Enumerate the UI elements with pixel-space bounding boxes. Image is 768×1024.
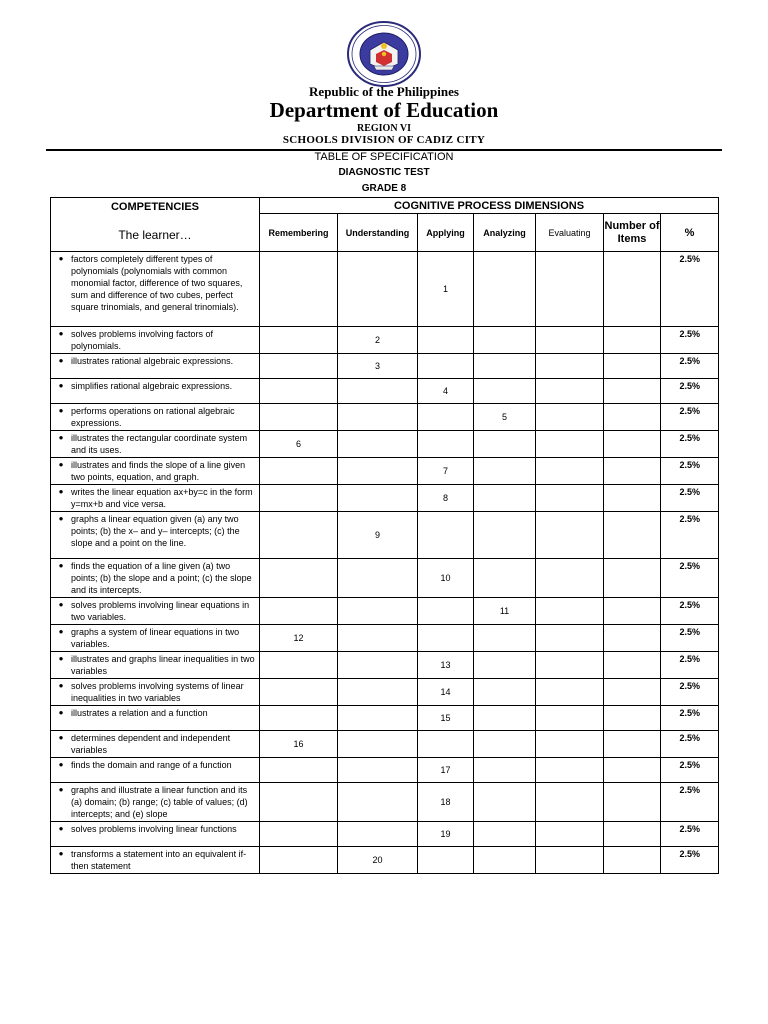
document-title: TABLE OF SPECIFICATION xyxy=(314,151,454,163)
competency-cell xyxy=(51,379,260,404)
cell-applying xyxy=(418,598,474,625)
cell-percent: 2.5% xyxy=(661,847,719,874)
competency-cell xyxy=(51,598,260,625)
cell-remembering: 16 xyxy=(260,731,338,758)
cell-evaluating xyxy=(536,598,604,625)
cell-applying: 7 xyxy=(418,458,474,485)
cell-items xyxy=(604,706,661,731)
cell-percent: 2.5% xyxy=(661,327,719,354)
bullet-icon: ● xyxy=(58,760,64,769)
competency-cell xyxy=(51,327,260,354)
cell-understanding xyxy=(338,485,418,512)
competency-cell xyxy=(51,485,260,512)
competency-text: illustrates the rectangular coordinate system and its uses. xyxy=(71,433,248,455)
cell-analyzing xyxy=(474,327,536,354)
cell-items xyxy=(604,327,661,354)
cell-analyzing xyxy=(474,431,536,458)
table-row xyxy=(51,847,719,874)
competency-text: writes the linear equation ax+by=c in the form y=mx+b and vice versa. xyxy=(71,487,253,509)
bullet-icon: ● xyxy=(58,824,64,833)
division-heading: SCHOOLS DIVISION OF CADIZ CITY xyxy=(282,134,486,146)
cell-applying xyxy=(418,354,474,379)
cell-percent: 2.5% xyxy=(661,758,719,783)
col-applying: Applying xyxy=(418,214,474,252)
cell-analyzing xyxy=(474,783,536,822)
cell-items xyxy=(604,559,661,598)
cell-percent: 2.5% xyxy=(661,485,719,512)
competency-cell xyxy=(51,625,260,652)
cell-items xyxy=(604,598,661,625)
cell-understanding xyxy=(338,652,418,679)
table-row xyxy=(51,252,719,327)
cell-items xyxy=(604,431,661,458)
cell-items xyxy=(604,758,661,783)
cell-understanding xyxy=(338,783,418,822)
cell-items xyxy=(604,379,661,404)
cell-understanding xyxy=(338,559,418,598)
cell-items xyxy=(604,404,661,431)
cell-items xyxy=(604,458,661,485)
cell-evaluating xyxy=(536,458,604,485)
cell-applying xyxy=(418,512,474,559)
cell-remembering xyxy=(260,379,338,404)
cell-remembering xyxy=(260,404,338,431)
cell-remembering: 6 xyxy=(260,431,338,458)
bullet-icon: ● xyxy=(58,329,64,338)
competency-text: simplifies rational algebraic expressions. xyxy=(71,381,233,391)
cell-remembering xyxy=(260,706,338,731)
bullet-icon: ● xyxy=(58,487,64,496)
cell-items xyxy=(604,252,661,327)
cell-remembering xyxy=(260,783,338,822)
table-row xyxy=(51,379,719,404)
cell-analyzing: 11 xyxy=(474,598,536,625)
cell-percent: 2.5% xyxy=(661,354,719,379)
cell-applying xyxy=(418,404,474,431)
cell-remembering xyxy=(260,679,338,706)
cell-analyzing: 5 xyxy=(474,404,536,431)
cell-percent: 2.5% xyxy=(661,559,719,598)
cell-understanding xyxy=(338,706,418,731)
cell-remembering xyxy=(260,847,338,874)
competencies-title: COMPETENCIES xyxy=(110,201,199,213)
col-evaluating: Evaluating xyxy=(536,214,604,252)
cell-understanding xyxy=(338,625,418,652)
competency-text: graphs a system of linear equations in two variables. xyxy=(71,627,240,649)
competency-cell xyxy=(51,404,260,431)
cell-items xyxy=(604,652,661,679)
cell-applying xyxy=(418,731,474,758)
cell-understanding xyxy=(338,379,418,404)
cell-analyzing xyxy=(474,625,536,652)
bullet-icon: ● xyxy=(58,733,64,742)
cell-evaluating xyxy=(536,847,604,874)
competency-cell xyxy=(51,706,260,731)
competencies-header xyxy=(51,198,260,252)
grade-level: GRADE 8 xyxy=(361,183,407,194)
table-row xyxy=(51,431,719,458)
cell-analyzing xyxy=(474,652,536,679)
cell-remembering xyxy=(260,758,338,783)
competency-cell xyxy=(51,847,260,874)
cell-analyzing xyxy=(474,731,536,758)
cell-evaluating xyxy=(536,731,604,758)
cell-remembering: 12 xyxy=(260,625,338,652)
cell-evaluating xyxy=(536,404,604,431)
cell-applying: 15 xyxy=(418,706,474,731)
table-row xyxy=(51,652,719,679)
bullet-icon: ● xyxy=(58,460,64,469)
table-row xyxy=(51,404,719,431)
cell-analyzing xyxy=(474,512,536,559)
cell-analyzing xyxy=(474,485,536,512)
cell-items xyxy=(604,731,661,758)
cell-understanding xyxy=(338,758,418,783)
table-row xyxy=(51,458,719,485)
cell-understanding: 20 xyxy=(338,847,418,874)
competency-text: illustrates rational algebraic expressions. xyxy=(71,356,234,366)
cell-applying: 18 xyxy=(418,783,474,822)
table-row xyxy=(51,559,719,598)
competency-text: illustrates and graphs linear inequalities in two variables xyxy=(71,654,255,676)
cell-remembering xyxy=(260,327,338,354)
bullet-icon: ● xyxy=(58,381,64,390)
cell-evaluating xyxy=(536,625,604,652)
competency-cell xyxy=(51,758,260,783)
cell-evaluating xyxy=(536,822,604,847)
competency-cell xyxy=(51,458,260,485)
cell-evaluating xyxy=(536,706,604,731)
table-row xyxy=(51,822,719,847)
cell-evaluating xyxy=(536,512,604,559)
bullet-icon: ● xyxy=(58,406,64,415)
competency-text: determines dependent and independent variables xyxy=(71,733,231,755)
cell-analyzing xyxy=(474,847,536,874)
cell-analyzing xyxy=(474,822,536,847)
cell-items xyxy=(604,354,661,379)
cell-evaluating xyxy=(536,379,604,404)
cell-applying xyxy=(418,625,474,652)
cell-remembering xyxy=(260,652,338,679)
deped-seal-icon xyxy=(346,20,422,88)
bullet-icon: ● xyxy=(58,356,64,365)
competency-text: performs operations on rational algebraic expressions. xyxy=(71,406,235,428)
bullet-icon: ● xyxy=(58,654,64,663)
cell-percent: 2.5% xyxy=(661,625,719,652)
col-percent: % xyxy=(661,214,719,252)
cell-evaluating xyxy=(536,652,604,679)
cell-analyzing xyxy=(474,379,536,404)
cell-understanding: 3 xyxy=(338,354,418,379)
table-row xyxy=(51,327,719,354)
cell-understanding: 2 xyxy=(338,327,418,354)
bullet-icon: ● xyxy=(58,600,64,609)
test-name: DIAGNOSTIC TEST xyxy=(338,167,430,178)
competency-text: graphs and illustrate a linear function and its (a) domain; (b) range; (c) table of values; (d) intercepts; and (e) slope xyxy=(71,785,248,819)
bullet-icon: ● xyxy=(58,849,64,858)
cell-evaluating xyxy=(536,783,604,822)
cell-percent: 2.5% xyxy=(661,783,719,822)
cell-remembering xyxy=(260,252,338,327)
cell-percent: 2.5% xyxy=(661,252,719,327)
cell-understanding: 9 xyxy=(338,512,418,559)
cell-understanding xyxy=(338,252,418,327)
republic-heading: Republic of the Philippines xyxy=(309,84,459,99)
cell-analyzing xyxy=(474,458,536,485)
col-number-of-items: Number of Items xyxy=(604,214,661,252)
competency-cell xyxy=(51,652,260,679)
col-understanding: Understanding xyxy=(338,214,418,252)
cell-applying: 17 xyxy=(418,758,474,783)
cell-applying: 19 xyxy=(418,822,474,847)
department-heading: Department of Education xyxy=(269,98,499,122)
cell-understanding xyxy=(338,404,418,431)
competency-cell xyxy=(51,252,260,327)
cell-understanding xyxy=(338,598,418,625)
competency-cell xyxy=(51,512,260,559)
cell-remembering xyxy=(260,458,338,485)
cell-applying: 4 xyxy=(418,379,474,404)
cell-understanding xyxy=(338,679,418,706)
competency-text: transforms a statement into an equivalent if-then statement xyxy=(71,849,247,871)
cell-items xyxy=(604,783,661,822)
cell-items xyxy=(604,625,661,652)
cell-understanding xyxy=(338,458,418,485)
cell-percent: 2.5% xyxy=(661,404,719,431)
bullet-icon: ● xyxy=(58,433,64,442)
cell-evaluating xyxy=(536,431,604,458)
cell-evaluating xyxy=(536,252,604,327)
competency-cell xyxy=(51,731,260,758)
cell-percent: 2.5% xyxy=(661,679,719,706)
competency-text: solves problems involving systems of linear inequalities in two variables xyxy=(71,681,244,703)
competency-cell xyxy=(51,354,260,379)
competency-text: illustrates a relation and a function xyxy=(71,708,208,718)
bullet-icon: ● xyxy=(58,514,64,523)
cell-percent: 2.5% xyxy=(661,431,719,458)
cell-applying: 10 xyxy=(418,559,474,598)
cell-remembering xyxy=(260,354,338,379)
table-row xyxy=(51,625,719,652)
bullet-icon: ● xyxy=(58,627,64,636)
cell-items xyxy=(604,822,661,847)
table-row xyxy=(51,731,719,758)
cell-analyzing xyxy=(474,679,536,706)
table-row xyxy=(51,679,719,706)
cell-analyzing xyxy=(474,252,536,327)
cell-evaluating xyxy=(536,354,604,379)
cell-percent: 2.5% xyxy=(661,706,719,731)
bullet-icon: ● xyxy=(58,254,64,263)
cognitive-process-header: COGNITIVE PROCESS DIMENSIONS xyxy=(260,198,719,214)
cell-percent: 2.5% xyxy=(661,512,719,559)
table-row xyxy=(51,354,719,379)
cell-applying xyxy=(418,327,474,354)
cell-evaluating xyxy=(536,758,604,783)
competency-text: illustrates and finds the slope of a line given two points, equation, and graph. xyxy=(71,460,246,482)
learner-label: The learner… xyxy=(118,228,192,242)
bullet-icon: ● xyxy=(58,681,64,690)
cell-percent: 2.5% xyxy=(661,731,719,758)
cell-analyzing xyxy=(474,758,536,783)
cell-applying xyxy=(418,847,474,874)
competency-text: graphs a linear equation given (a) any two points; (b) the x– and y– intercepts; (c) the slope and a point on the line. xyxy=(71,514,240,548)
competency-cell xyxy=(51,559,260,598)
cell-remembering xyxy=(260,598,338,625)
table-row xyxy=(51,758,719,783)
cell-remembering xyxy=(260,485,338,512)
cell-evaluating xyxy=(536,485,604,512)
cell-understanding xyxy=(338,822,418,847)
cell-applying xyxy=(418,431,474,458)
cell-percent: 2.5% xyxy=(661,822,719,847)
competency-text: solves problems involving linear functions xyxy=(71,824,237,834)
cell-remembering xyxy=(260,822,338,847)
table-row xyxy=(51,485,719,512)
competency-cell xyxy=(51,822,260,847)
cell-analyzing xyxy=(474,354,536,379)
cell-understanding xyxy=(338,731,418,758)
cell-items xyxy=(604,485,661,512)
cell-percent: 2.5% xyxy=(661,458,719,485)
competency-cell xyxy=(51,783,260,822)
cell-evaluating xyxy=(536,327,604,354)
bullet-icon: ● xyxy=(58,785,64,794)
cell-items xyxy=(604,847,661,874)
cell-evaluating xyxy=(536,559,604,598)
cell-items xyxy=(604,512,661,559)
competency-cell xyxy=(51,679,260,706)
cell-analyzing xyxy=(474,559,536,598)
cell-remembering xyxy=(260,512,338,559)
cell-applying: 13 xyxy=(418,652,474,679)
competency-text: finds the domain and range of a function xyxy=(71,760,232,770)
competency-cell xyxy=(51,431,260,458)
region-heading: REGION VI xyxy=(357,123,411,134)
competency-text: solves problems involving linear equations in two variables. xyxy=(71,600,250,622)
table-row xyxy=(51,706,719,731)
table-row xyxy=(51,512,719,559)
competency-text: finds the equation of a line given (a) two points; (b) the slope and a point; (c) the slope and its intercepts. xyxy=(71,561,252,595)
table-row xyxy=(51,598,719,625)
cell-analyzing xyxy=(474,706,536,731)
cell-applying: 1 xyxy=(418,252,474,327)
competency-text: factors completely different types of polynomials (polynomials with common monomial factor, difference of two squares, sum and difference of two cubes, perfect square trinomials, and general trinomials). xyxy=(71,254,243,312)
cell-evaluating xyxy=(536,679,604,706)
cell-percent: 2.5% xyxy=(661,379,719,404)
cell-applying: 14 xyxy=(418,679,474,706)
cell-understanding xyxy=(338,431,418,458)
competency-text: solves problems involving factors of polynomials. xyxy=(71,329,214,351)
cell-percent: 2.5% xyxy=(661,598,719,625)
cell-remembering xyxy=(260,559,338,598)
bullet-icon: ● xyxy=(58,708,64,717)
col-analyzing: Analyzing xyxy=(474,214,536,252)
specification-table xyxy=(50,197,719,874)
bullet-icon: ● xyxy=(58,561,64,570)
table-row xyxy=(51,783,719,822)
cell-items xyxy=(604,679,661,706)
cell-applying: 8 xyxy=(418,485,474,512)
col-remembering: Remembering xyxy=(260,214,338,252)
cell-percent: 2.5% xyxy=(661,652,719,679)
